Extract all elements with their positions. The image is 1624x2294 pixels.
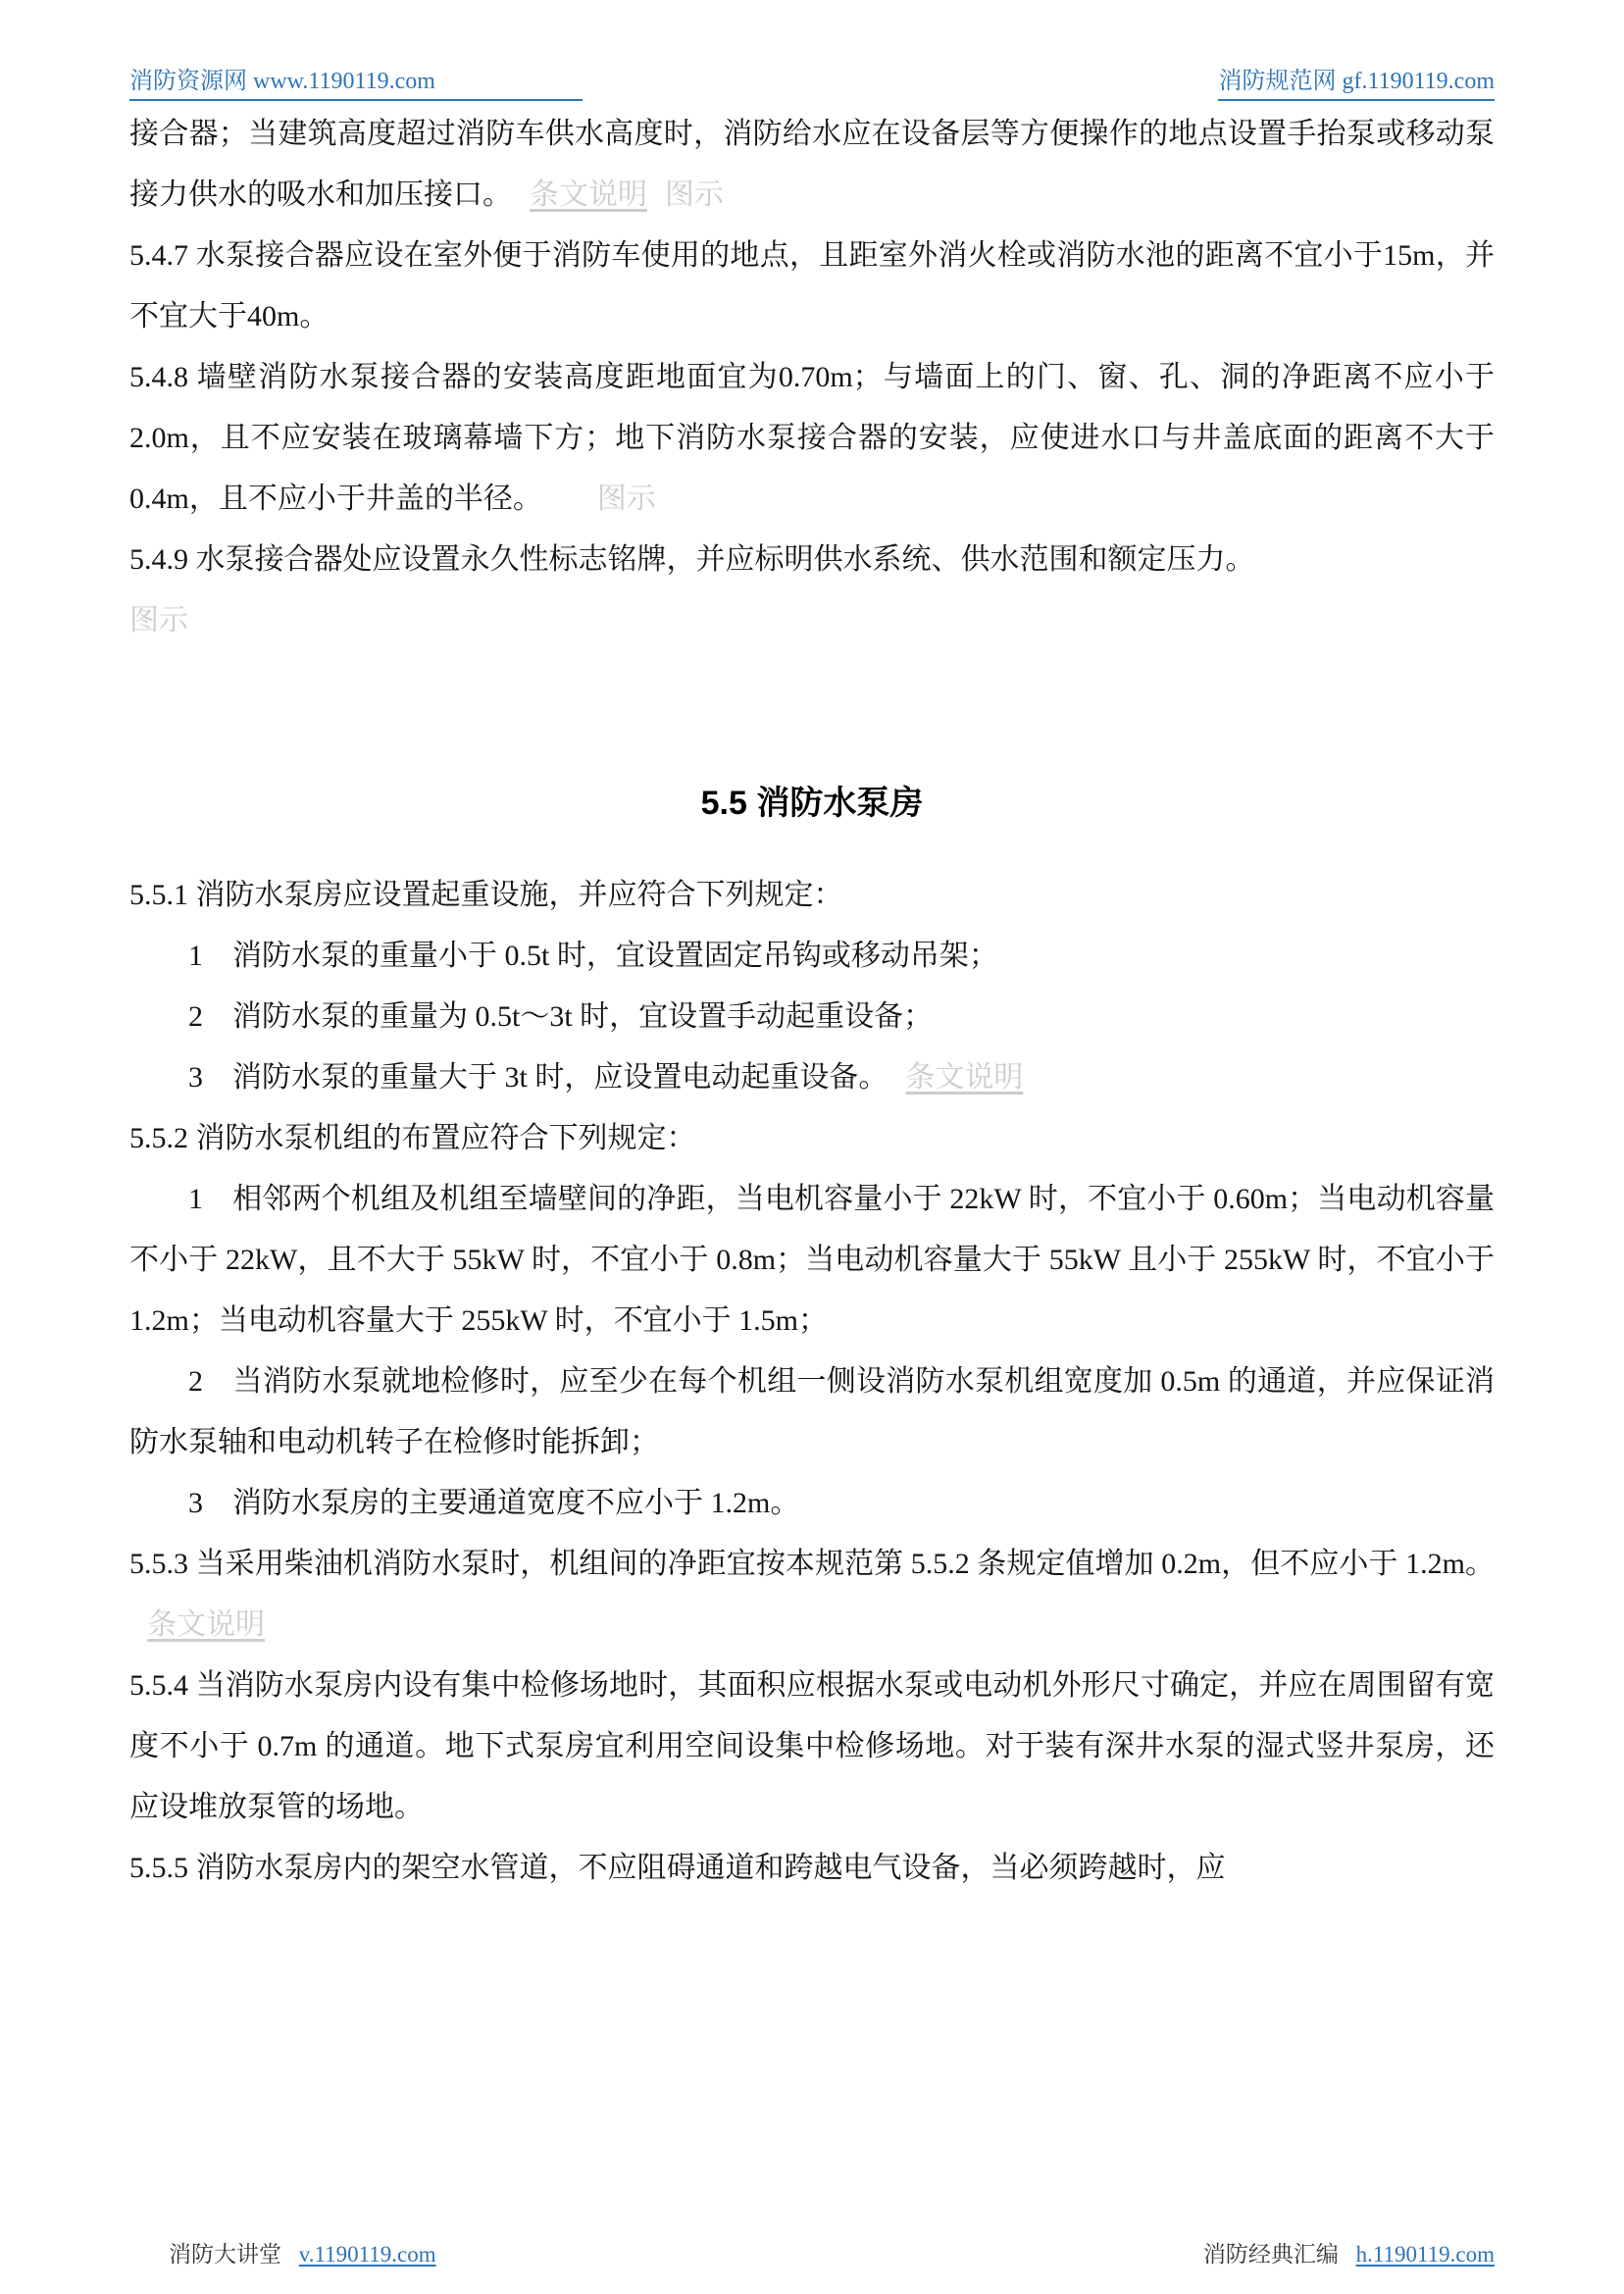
clause-5-5-4 [129,1656,1495,1838]
footer-right-label: 消防经典汇编 [1202,2242,1339,2267]
clause-5-5-3 [129,1534,1495,1656]
tushi-link[interactable]: 图示 [596,483,656,515]
clause-5-5-2-item-1 [129,1169,1495,1351]
clause-5-5-2 [129,1108,1495,1169]
clause-5-5-2-item-3 [129,1473,1495,1534]
paragraph-text: 5.5.4 当消防水泵房内设有集中检修场地时，其面积应根据水泵或电动机外形尺寸确定，并应在周围留有宽度不小于 0.7m 的通道。地下式泵房宜利用空间设集中检修场地。对于装有深井水泵的湿式竖井泵房，还应设堆放泵管的场地。 [129,1669,1495,1823]
document-body [129,104,1495,1899]
header-right-link[interactable]: 消防规范网 gf.1190119.com [1218,61,1495,101]
clause-5-4-7 [129,226,1495,347]
paragraph-text: 3 消防水泵的重量大于 3t 时，应设置电动起重设备。 [188,1061,888,1094]
clause-5-5-1-item-3 [129,1047,1495,1108]
footer-right-link[interactable]: h.1190119.com [1355,2242,1495,2267]
paragraph-text: 5.5.1 消防水泵房应设置起重设施，并应符合下列规定： [129,879,843,911]
tiaowen-shuoming-link[interactable]: 条文说明 [147,1608,265,1641]
clause-5-5-1-item-2 [129,987,1495,1047]
header-left-link[interactable]: 消防资源网 www.1190119.com [129,61,583,101]
footer-left [169,2236,436,2269]
paragraph-text: 5.4.9 水泵接合器处应设置永久性标志铭牌，并应标明供水系统、供水范围和额定压力。 [129,543,1255,576]
tushi-link[interactable]: 图示 [129,604,188,637]
clause-5-5-2-item-2 [129,1351,1495,1473]
page-footer [129,2236,1495,2269]
footer-left-link[interactable]: v.1190119.com [298,2242,436,2267]
tiaowen-shuoming-link[interactable]: 条文说明 [530,178,647,211]
footer-left-label: 消防大讲堂 [169,2242,281,2267]
paragraph-text: 5.4.8 墙壁消防水泵接合器的安装高度距地面宜为0.70m；与墙面上的门、窗、孔、洞的净距离不应小于2.0m，且不应安装在玻璃幕墙下方；地下消防水泵接合器的安装，应使进水口与井盖底面的距离不大于 0.4m，且不应小于井盖的半径。 [129,361,1495,515]
clause-5-5-1 [129,865,1495,926]
tushi-link[interactable]: 图示 [665,178,724,211]
paragraph-text: 5.5.2 消防水泵机组的布置应符合下列规定： [129,1122,696,1154]
paragraph-text: 1 消防水泵的重量小于 0.5t 时，宜设置固定吊钩或移动吊架； [188,940,998,972]
section-heading-5-5: 5.5 消防水泵房 [700,785,924,822]
clause-5-4-9 [129,530,1495,590]
footer-right [1203,2236,1495,2269]
tiaowen-shuoming-link[interactable]: 条文说明 [905,1061,1024,1094]
paragraph-text: 5.5.5 消防水泵房内的架空水管道，不应阻碍通道和跨越电气设备，当必须跨越时，应 [129,1852,1226,1884]
clause-5-4-9-tushi-line [129,590,1495,651]
paragraph-text: 2 消防水泵的重量为 0.5t～3t 时，宜设置手动起重设备； [188,1000,934,1033]
paragraph-text: 5.5.3 当采用柴油机消防水泵时，机组间的净距宜按本规范第 5.5.2 条规定值增加 0.2m，但不应小于 1.2m。 [129,1548,1495,1580]
clause-5-5-5 [129,1838,1495,1899]
paragraph-text: 1 相邻两个机组及机组至墙壁间的净距，当电机容量小于 22kW 时，不宜小于 0.60m；当电动机容量不小于 22kW，且不大于 55kW 时，不宜小于 0.8m；当电动机容量大于 55kW 且小于 255kW 时，不宜小于 1.2m；当电动机容量大于 255kW 时，不宜小于 1.5m； [129,1183,1495,1337]
continuation-paragraph [129,104,1495,226]
paragraph-text: 接合器；当建筑高度超过消防车供水高度时，消防给水应在设备层等方便操作的地点设置手抬泵或移动泵接力供水的吸水和加压接口。 [129,118,1495,211]
clause-5-4-8 [129,347,1495,530]
paragraph-text: 2 当消防水泵就地检修时，应至少在每个机组一侧设消防水泵机组宽度加 0.5m 的通道，并应保证消防水泵轴和电动机转子在检修时能拆卸； [129,1365,1495,1458]
clause-5-5-1-item-1 [129,926,1495,987]
paragraph-text: 3 消防水泵房的主要通道宽度不应小于 1.2m。 [188,1487,800,1519]
page-header [129,61,1495,101]
paragraph-text: 5.4.7 水泵接合器应设在室外便于消防车使用的地点，且距室外消火栓或消防水池的距离不宜小于15m，并不宜大于40m。 [129,239,1495,332]
